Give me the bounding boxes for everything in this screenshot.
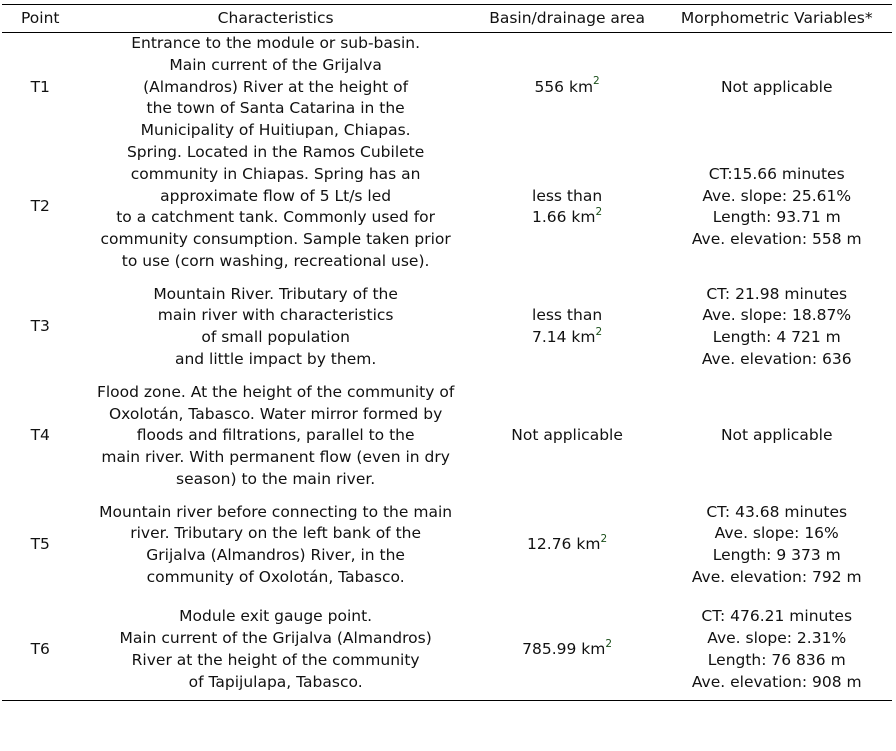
characteristics-line: to use (corn washing, recreational use). — [121, 251, 430, 270]
characteristics-line: River at the height of the community — [131, 650, 420, 669]
cell-point: T3 — [30, 317, 50, 336]
characteristics-line: Municipality of Huitiupan, Chiapas. — [140, 121, 411, 140]
basin-area-line — [475, 77, 660, 99]
cell-point: T5 — [30, 535, 50, 554]
cell-characteristics — [79, 600, 473, 701]
characteristics-line: of small population — [201, 328, 350, 347]
characteristics-line: main river. With permanent flow (even in dry — [101, 448, 450, 467]
characteristics-line: Spring. Located in the Ramos Cubilete — [126, 142, 425, 161]
unit-exponent: 2 — [605, 637, 613, 650]
basin-area-line — [475, 327, 660, 349]
cell-morphometric — [661, 600, 892, 701]
characteristics-line: Oxolotán, Tabasco. Water mirror formed by — [108, 404, 443, 423]
cell-morphometric — [661, 142, 892, 273]
header-point: Point — [2, 5, 79, 33]
characteristics-line: main river with characteristics — [157, 306, 394, 325]
characteristics-line: Grijalva (Almandros) River, in the — [146, 546, 405, 565]
unit-exponent: 2 — [593, 75, 600, 88]
characteristics-line: community of Oxolotán, Tabasco. — [146, 568, 405, 587]
cell-characteristics — [79, 273, 473, 382]
morphometric-line: Ave. elevation: 558 m — [691, 230, 862, 249]
table-row — [2, 273, 892, 382]
cell-morphometric — [661, 382, 892, 491]
cell-characteristics — [79, 33, 473, 142]
morphometric-line: Ave. slope: 18.87% — [702, 306, 852, 325]
characteristics-line: Mountain river before connecting to the main — [99, 502, 453, 521]
cell-basin-area — [473, 491, 662, 600]
cell-morphometric — [661, 33, 892, 142]
characteristics-line: the town of Santa Catarina in the — [146, 99, 405, 118]
cell-characteristics — [79, 382, 473, 491]
cell-basin-area — [473, 600, 662, 701]
basin-area-value: 1.66 km — [531, 208, 596, 227]
unit-exponent: 2 — [595, 326, 603, 339]
sampling-points-table — [2, 4, 892, 701]
basin-area-value: less than — [532, 186, 603, 205]
characteristics-line: to a catchment tank. Commonly used for — [116, 208, 436, 227]
basin-area-line — [475, 305, 660, 327]
morphometric-line: Length: 93.71 m — [712, 208, 841, 227]
morphometric-line: Ave. slope: 25.61% — [702, 186, 852, 205]
table-row — [2, 33, 892, 142]
characteristics-line: of Tapijulapa, Tabasco. — [188, 672, 363, 691]
morphometric-line: Ave. elevation: 792 m — [691, 568, 862, 587]
characteristics-line: Main current of the Grijalva — [169, 55, 382, 74]
table-row — [2, 600, 892, 701]
morphometric-line: Length: 76 836 m — [707, 650, 846, 669]
cell-morphometric — [661, 273, 892, 382]
cell-characteristics — [79, 491, 473, 600]
header-characteristics: Characteristics — [79, 5, 473, 33]
basin-area-value: 7.14 km — [531, 328, 596, 347]
characteristics-line: community in Chiapas. Spring has an — [130, 164, 421, 183]
unit-exponent: 2 — [595, 206, 603, 219]
basin-area-value: 12.76 km — [527, 535, 601, 554]
morphometric-line: Length: 9 373 m — [712, 546, 841, 565]
cell-morphometric — [661, 491, 892, 600]
basin-area-value: less than — [532, 306, 603, 325]
table-row — [2, 142, 892, 273]
morphometric-line: Ave. slope: 16% — [714, 524, 839, 543]
characteristics-line: (Almandros) River at the height of — [143, 77, 409, 96]
morphometric-line: CT: 43.68 minutes — [706, 502, 848, 521]
morphometric-line: Ave. elevation: 908 m — [691, 672, 862, 691]
characteristics-line: and little impact by them. — [174, 350, 377, 369]
basin-area-line — [475, 639, 660, 661]
morphometric-line: Not applicable — [720, 426, 833, 445]
table-row — [2, 491, 892, 600]
basin-area-value: Not applicable — [511, 426, 623, 445]
cell-point: T4 — [30, 426, 50, 445]
cell-basin-area — [473, 33, 662, 142]
cell-point: T6 — [2, 600, 79, 701]
characteristics-line: floods and filtrations, parallel to the — [136, 426, 415, 445]
table-header — [2, 5, 892, 33]
characteristics-line: approximate flow of 5 Lt/s led — [160, 186, 392, 205]
characteristics-line: Mountain River. Tributary of the — [153, 284, 398, 303]
cell-basin-area — [473, 142, 662, 273]
cell-point: T2 — [30, 197, 50, 216]
characteristics-line: Module exit gauge point. — [179, 607, 373, 626]
morphometric-line: Length: 4 721 m — [712, 328, 841, 347]
characteristics-line: Flood zone. At the height of the community of — [96, 382, 455, 401]
cell-point: T1 — [30, 77, 50, 96]
characteristics-line: community consumption. Sample taken prior — [100, 230, 451, 249]
table-row — [2, 382, 892, 491]
basin-area-line — [475, 186, 660, 208]
header-basin-area: Basin/drainage area — [473, 5, 662, 33]
table-body — [2, 33, 892, 701]
characteristics-line: season) to the main river. — [176, 469, 376, 488]
cell-basin-area — [473, 273, 662, 382]
header-row — [2, 5, 892, 33]
basin-area-value: 556 km — [534, 77, 594, 96]
characteristics-line: Entrance to the module or sub-basin. — [131, 34, 421, 52]
morphometric-line: CT: 21.98 minutes — [706, 284, 848, 303]
cell-basin-area — [473, 382, 662, 491]
characteristics-line: river. Tributary on the left bank of the — [130, 524, 422, 543]
morphometric-line: Not applicable — [720, 77, 833, 96]
cell-characteristics — [79, 142, 473, 273]
basin-area-line — [475, 425, 660, 447]
basin-area-line — [475, 207, 660, 229]
basin-area-value: 785.99 km — [522, 639, 606, 658]
morphometric-line: CT: 476.21 minutes — [701, 607, 853, 626]
unit-exponent: 2 — [600, 533, 608, 546]
basin-area-line — [475, 534, 660, 556]
morphometric-line: Ave. elevation: 636 — [701, 350, 852, 369]
morphometric-line: Ave. slope: 2.31% — [707, 628, 847, 647]
characteristics-line: Main current of the Grijalva (Almandros) — [119, 628, 432, 647]
morphometric-line: CT:15.66 minutes — [708, 164, 845, 183]
header-morphometric: Morphometric Variables* — [661, 5, 892, 33]
